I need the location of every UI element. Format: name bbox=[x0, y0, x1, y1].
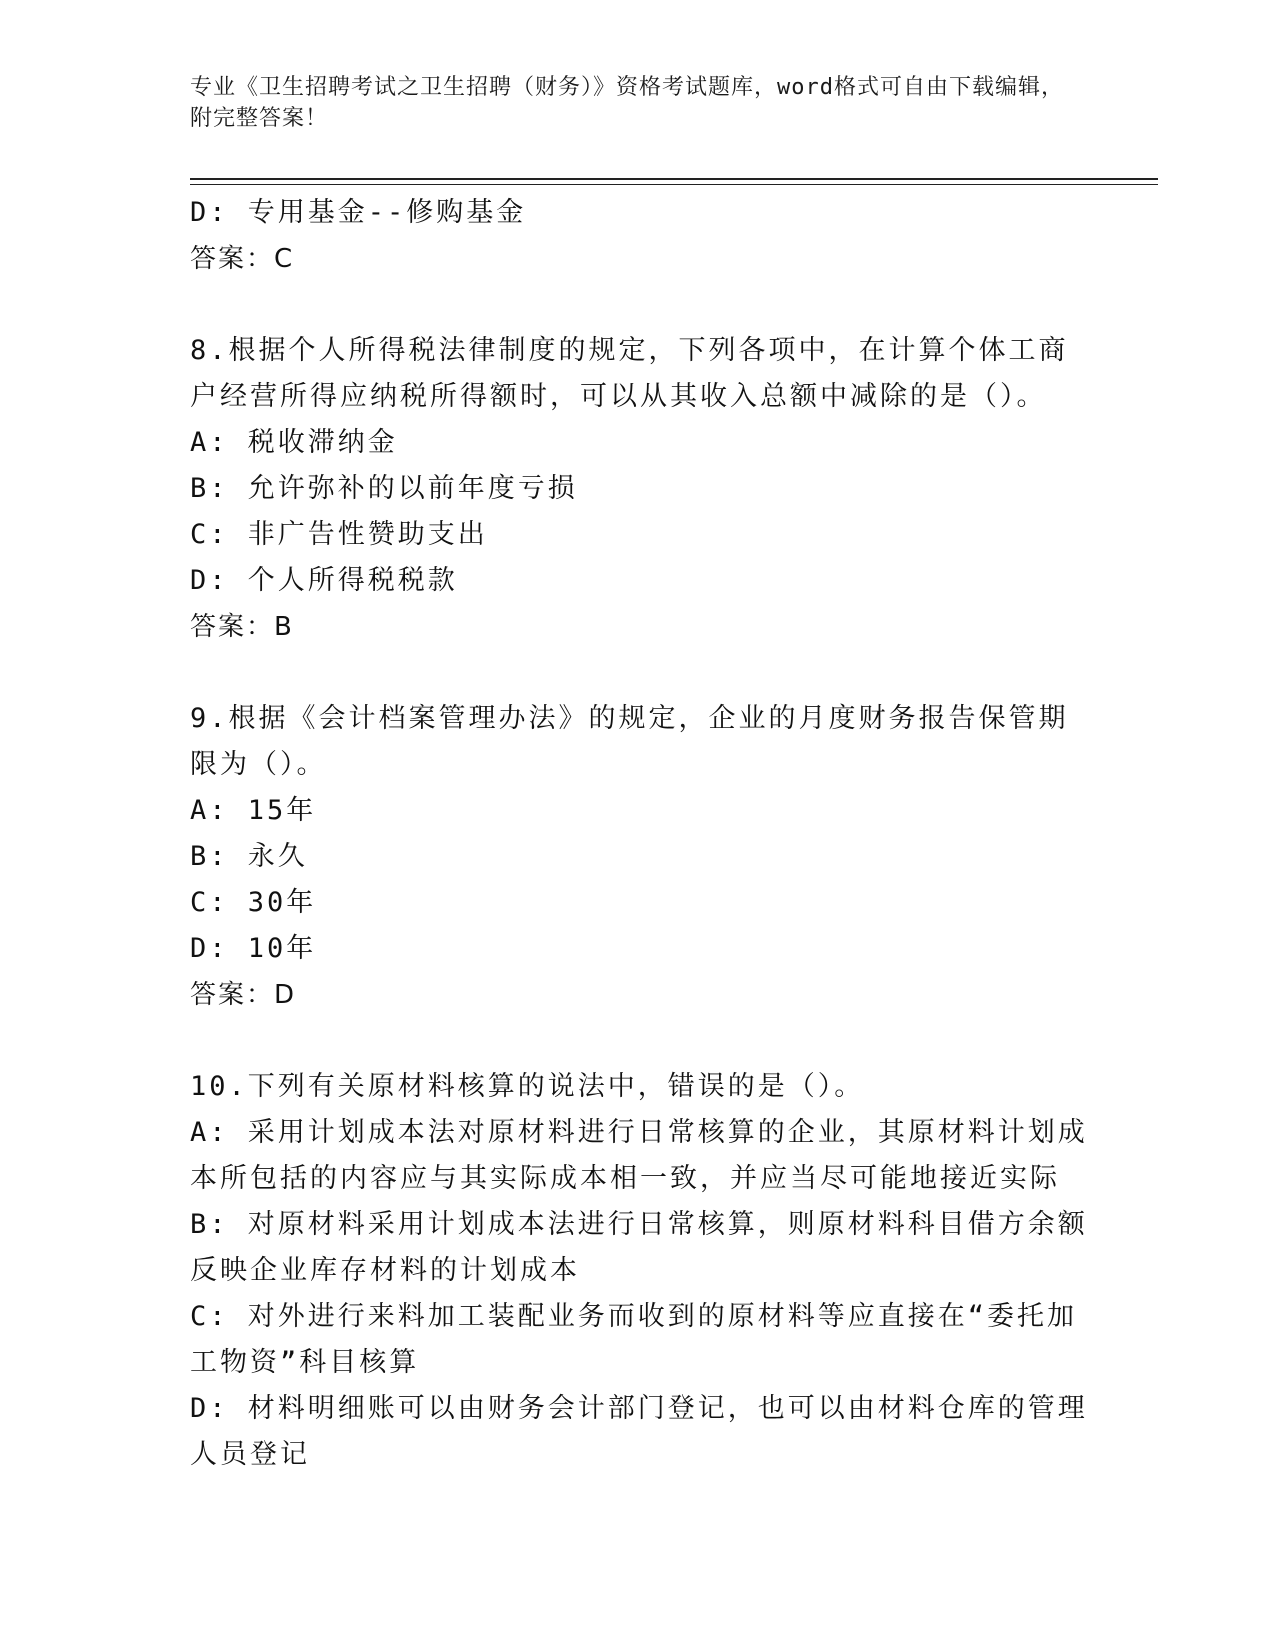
option-a: A: 15年 bbox=[190, 795, 317, 826]
option-c: C: 非广告性赞助支出 bbox=[190, 519, 488, 550]
question-7-answer: 答案：C bbox=[190, 244, 295, 274]
option-c: C: 对外进行来料加工装配业务而收到的原材料等应直接在“委托加工物资”科目核算 bbox=[190, 1301, 1078, 1378]
option-d: D: 10年 bbox=[190, 933, 317, 964]
option-b: B: 永久 bbox=[190, 841, 308, 872]
option-a: A: 采用计划成本法对原材料进行日常核算的企业，其原材料计划成本所包括的内容应与其实际成本相一致，并应当尽可能地接近实际 bbox=[190, 1117, 1088, 1194]
question-9 bbox=[190, 696, 1090, 1018]
question-8 bbox=[190, 328, 1090, 650]
option-b: B: 允许弥补的以前年度亏损 bbox=[190, 473, 578, 504]
question-answer: 答案：D bbox=[190, 980, 297, 1010]
question-stem: 10.下列有关原材料核算的说法中，错误的是（）。 bbox=[190, 1071, 865, 1102]
question-stem: 8.根据个人所得税法律制度的规定，下列各项中，在计算个体工商户经营所得应纳税所得额时，可以从其收入总额中减除的是（）。 bbox=[190, 335, 1069, 412]
option-d: D: 材料明细账可以由财务会计部门登记，也可以由材料仓库的管理人员登记 bbox=[190, 1393, 1088, 1470]
option-b: B: 对原材料采用计划成本法进行日常核算，则原材料科目借方余额反映企业库存材料的计划成本 bbox=[190, 1209, 1088, 1286]
question-list bbox=[190, 190, 1090, 1478]
question-answer: 答案：B bbox=[190, 612, 294, 642]
option-d: D: 个人所得税税款 bbox=[190, 565, 458, 596]
header-divider-thick bbox=[190, 178, 1158, 180]
question-stem: 9.根据《会计档案管理办法》的规定，企业的月度财务报告保管期限为（）。 bbox=[190, 703, 1069, 780]
option-c: C: 30年 bbox=[190, 887, 317, 918]
page-header: 专业《卫生招聘考试之卫生招聘（财务）》资格考试题库，word格式可自由下载编辑，附完整答案！ bbox=[190, 75, 1064, 131]
question-10 bbox=[190, 1064, 1090, 1478]
question-7-option-d: D: 专用基金--修购基金 bbox=[190, 197, 527, 228]
header-divider-thin bbox=[190, 184, 1158, 185]
option-a: A: 税收滞纳金 bbox=[190, 427, 398, 458]
